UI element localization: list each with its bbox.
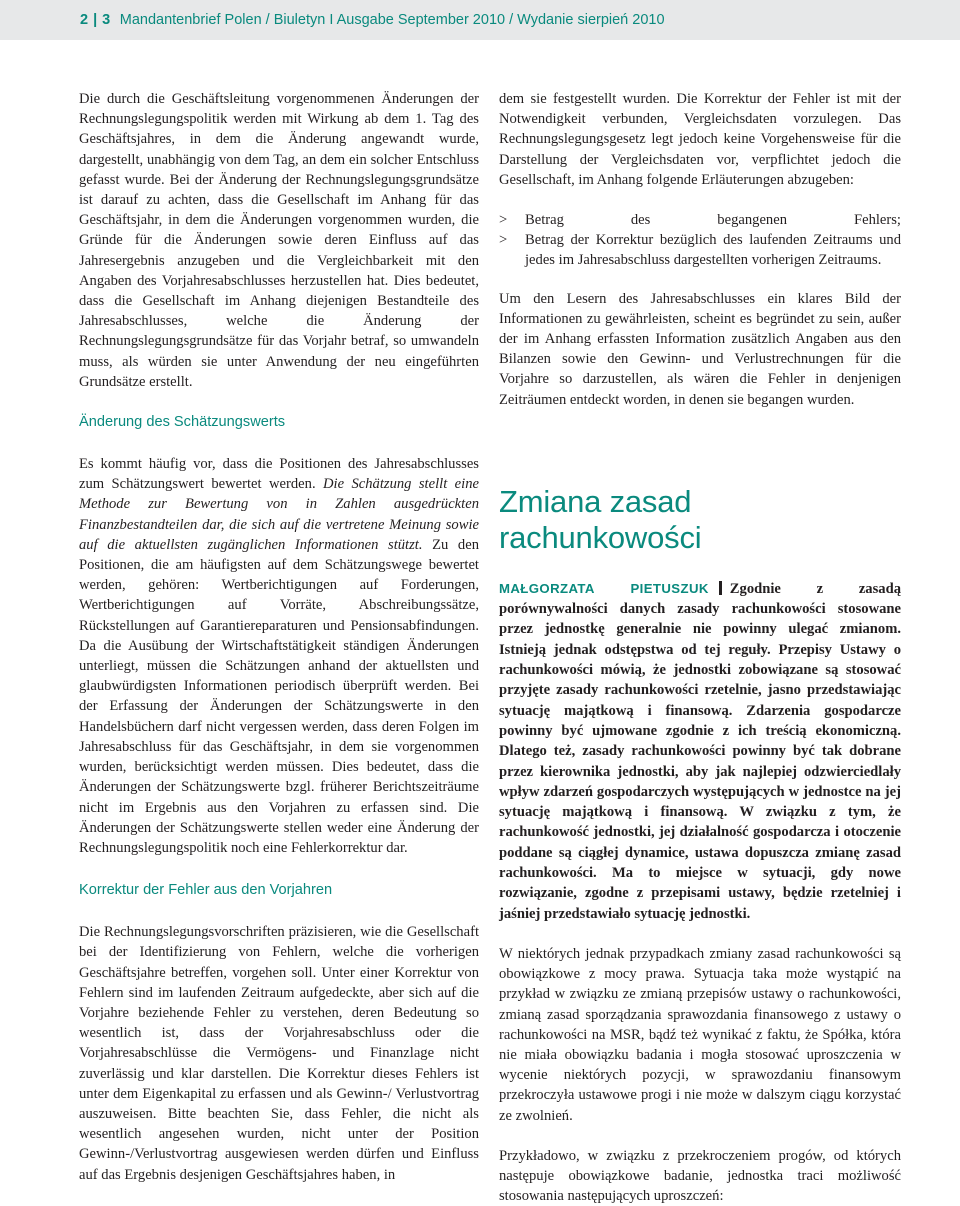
paragraph-estimates-italic: Die Schätzung stellt eine Methode zur Bewertung von in Zahlen ausgedrückten Finanzbestandteilen dar, die sich auf die vertretene Meinung sowie auf die aktuellsten zugänglichen Informationen stützt.: [79, 476, 479, 553]
paragraph-accounting-policy-changes: Die durch die Geschäftsleitung vorgenommenen Änderungen der Rechnungslegungspolitik werden mit Wirkung ab dem 1. Tag des Geschäftsjahres, in dem die Änderung angewandt wurde, dargestellt, unabhängig von dem Tag, an dem ein solcher Entschluss gefasst wurde. Bei der Änderung der Rechnungslegungsgrundsätze ist darauf zu achten, dass die Gesellschaft im Anhang für das Geschäftsjahr, in dem die Änderungen vorgenommen wurden, die Gründe für die Änderungen sowie deren Einfluss auf das Jahresergebnis anzugeben und die Vergleichbarkeit mit den Angaben des Vorjahresabschlusses herzustellen hat. Dies bedeutet, dass die Gesellschaft im Anhang diejenigen Bestandteile des Jahresabschlusses, welche die Änderung der Rechnungslegungsgrundsätze für das Vorjahr betraf, so umwandeln muss, als würden sie unter Anwendung der neu eingeführten Grundsätze erstellt.: [79, 91, 479, 390]
paragraph-example: Przykładowo, w związku z przekroczeniem progów, od których następuje obowiązkowe badanie, jednostka traci możliwość stosowania następujących uproszczeń:: [499, 1147, 901, 1205]
right-column: [499, 89, 901, 1206]
paragraph-estimates: [79, 454, 479, 858]
heading-estimate-change: Änderung des Schätzungswerts: [79, 414, 286, 431]
header-title: Mandantenbrief Polen / Biuletyn I Ausgabe September 2010 / Wydanie sierpień 2010: [119, 12, 665, 28]
arrow-marker: >: [499, 232, 508, 249]
list-item-text: Betrag der Korrektur bezüglich des laufenden Zeitraums und jedes im Jahresabschluss dargestellten vorherigen Zeitraums.: [525, 232, 901, 269]
paragraph-estimates-start: Es kommt häufig vor, dass die Positionen des Jahresabschlusses zum Schätzungswert bewertet werden.: [79, 456, 479, 493]
lead-text: Zgodnie z zasadą porównywalności danych zasady rachunkowości stosowane przez jednostkę generalnie nie powinny ulegać zmianom. Istnieją jednak odstępstwa od tej reguły. Przepisy Ustawy o rachunkowości mówią, że jednostki zobowiązane są stosować przyjęte zasady rachunkowości rzetelnie, jasno przedstawiając sytuację majątkową i finansową. Zdarzenia gospodarcze powinny być ujmowane zgodnie z ich treścią ekonomiczną. Dlatego też, zasady rachunkowości powinny być tak dobrane przez kierownika jednostki, aby jak najlepiej odzwierciedlały wpływ zdarzeń gospodarczych występujących w jednostce na jej sytuację majątkową i finansową. W związku z tym, że rachunkowość jednostki, jej działalność gospodarcza i otoczenie poddane są ciągłej dynamice, ustawa dopuszcza zmianę zasad rachunkowości. Ma to miejsce w sytuacji, gdy nowe rozwiązanie, zgodne z przepisami ustawy, będzie rzetelniej i jaśniej przedstawiało sytuację jednostki.: [499, 580, 901, 922]
author-separator: [719, 581, 722, 595]
article-lead: [499, 579, 901, 924]
arrow-marker: >: [499, 212, 508, 229]
left-column: [79, 89, 479, 1185]
heading-error-correction: Korrektur der Fehler aus den Vorjahren: [79, 882, 333, 899]
paragraph-comparative-data: dem sie festgestellt wurden. Die Korrektur der Fehler ist mit der Notwendigkeit verbunden, Vergleichsdaten vorzulegen. Das Rechnungslegungsgesetz legt jedoch keine Vorgehensweise für die Darstellung der Vergleichsdaten vor, verpflichtet jedoch die Gesellschaft, im Anhang folgende Erläuterungen abzugeben:: [499, 91, 901, 188]
list-item: [499, 210, 901, 230]
article-title: Zmiana zasad rachunkowości: [499, 483, 702, 555]
page-number: 2 | 3: [80, 12, 111, 28]
page-header: [0, 0, 960, 40]
explanation-list: [499, 210, 901, 271]
list-item-text: Betrag des begangenen Fehlers;: [525, 212, 901, 229]
author-name: MAŁGORZATA PIETUSZUK: [499, 580, 709, 596]
paragraph-reader-information: Um den Lesern des Jahresabschlusses ein klares Bild der Informationen zu gewährleisten, scheint es begründet zu sein, außer der im Anhang erfassten Information zusätzlich Angaben aus den Bilanzen sowie den Gewinn- und Verlustrechnungen für die Vorjahre so darzustellen, als wären die Fehler in denjenigen Zeiträumen entdeckt worden, in denen sie begangen wurden.: [499, 290, 901, 408]
paragraph-error-correction: Die Rechnungslegungsvorschriften präzisieren, wie die Gesellschaft bei der Identifizierung von Fehlern, welche die vorherigen Geschäftsjahre betreffen, vorgehen soll. Unter einer Korrektur von Fehlern sind im laufenden Zeitraum aufgedeckte, aber sich auf die Vorjahre beziehende Fehler zu verstehen, deren Bedeutung so wesentlich ist, dass der Vorjahresabschluss oder die Vorjahresabschlüsse die Vermögens- und Finanzlage nicht zuverlässig und klar darstellen. Die Korrektur dieses Fehlers ist unter dem Eigenkapital zu erfassen und als Gewinn-/ Verlustvortrag auszuweisen. Bitte beachten Sie, dass Fehler, die nicht als wesentlich angesehen wurden, nicht unter der Position Gewinn-/Verlustvortrag ausgewiesen werden dürfen und Einfluss auf das Ergebnis desjenigen Geschäftsjahres haben, in: [79, 924, 479, 1183]
paragraph-mandatory-changes: W niektórych jednak przypadkach zmiany zasad rachunkowości są obowiązkowe z mocy prawa. Sytuacja taka może wystąpić na przykład w związku ze zmianą przepisów ustawy o rachunkowości, zmianą zasad sporządzania sprawozdania finansowego z ustawy o rachunkowości na MSR, bądź też wynikać z faktu, że Spółka, która nie miała obowiązku badania i mogła stosować uproszczenia w wycenie niektórych pozycji, w sprawozdaniu finansowym przekroczyła ustawowe progi i nie może w dalszym ciągu korzystać ze zwolnień.: [499, 945, 901, 1124]
paragraph-estimates-end: Zu den Positionen, die am häufigsten auf dem Schätzungswege bewertet werden, gehören: Wertberichtigungen auf Forderungen, Wertberichtigungen auf Vorräte, Abschreibungssätze, Rückstellungen auf Garantiereparaturen und Pensionsabfindungen. Da die Ausübung der Wirtschaftstätigkeit ständigen Änderungen unterliegt, müssen die Schätzungen anhand der aktuellsten und glaubwürdigsten Informationen periodisch überprüft werden. Bei der Erfassung der Änderungen der Schätzungswerte in den Handelsbüchern darf nicht vergessen werden, dass deren Folgen im Jahresabschluss für das Geschäftsjahr, in dem sie vorgenommen wurden, berücksichtigt werden müssen. Dies bedeutet, dass die Änderungen der Schätzungswerte bzgl. früherer Berichtszeiträume nicht im Ergebnis aus den Vorjahren zu erfassen sind. Die Änderungen der Schätzungswerte stellen weder eine Änderung der Rechnungslegungspolitik noch eine Fehlerkorrektur dar.: [79, 536, 479, 856]
list-item: [499, 230, 901, 270]
